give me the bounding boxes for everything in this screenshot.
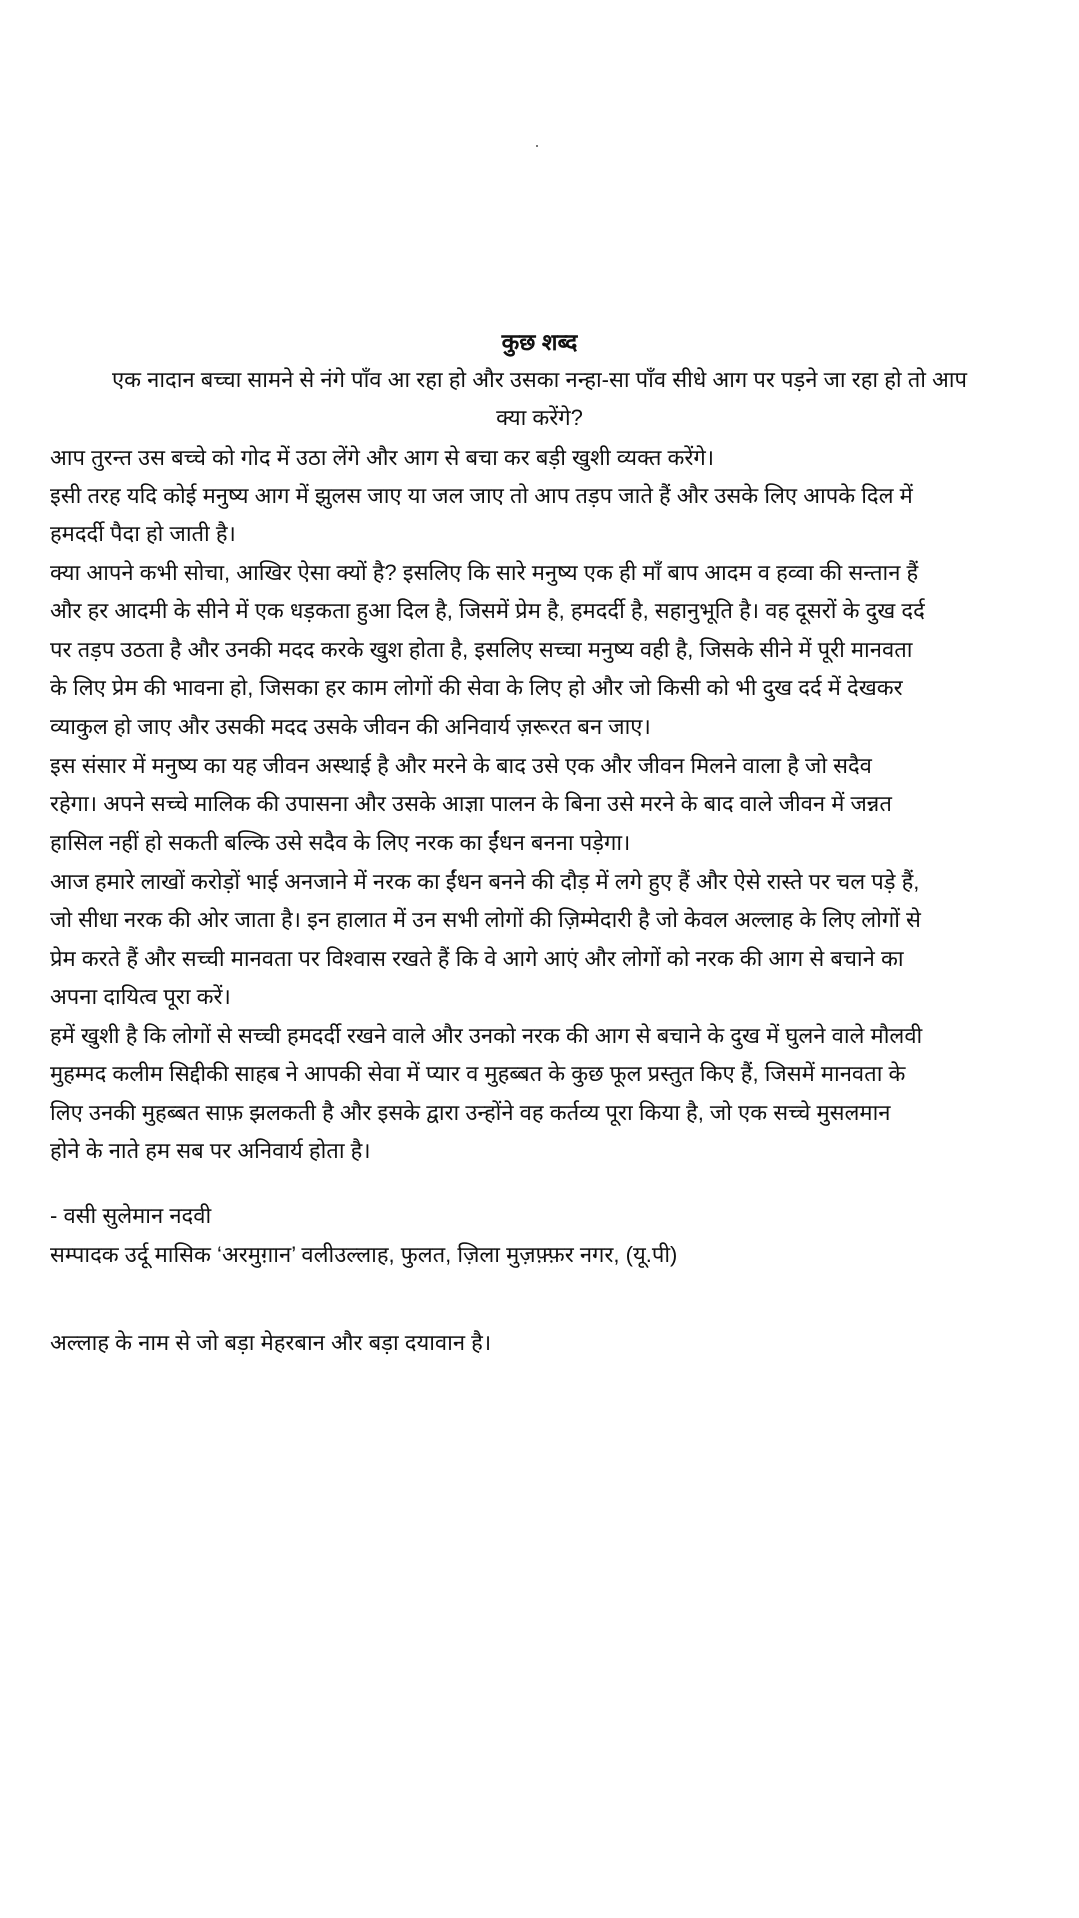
text-line: के लिए प्रेम की भावना हो, जिसका हर काम लोगों की सेवा के लिए हो और जो किसी को भी दुख दर्द में देखकर: [50, 675, 903, 700]
text-line: रहेगा। अपने सच्चे मालिक की उपासना और उसके आज्ञा पालन के बिना उसे मरने के बाद वाले जीवन में जन्नत: [50, 791, 892, 816]
text-line: आप तुरन्त उस बच्चे को गोद में उठा लेंगे और आग से बचा कर बड़ी खुशी व्यक्त करेंगे।: [50, 445, 715, 470]
text-line: लिए उनकी मुहब्बत साफ़ झलकती है और इसके द्वारा उन्होंने वह कर्तव्य पूरा किया है, जो एक सच्चे मुसलमान: [50, 1100, 891, 1125]
text-line: मुहम्मद कलीम सिद्दीकी साहब ने आपकी सेवा में प्यार व मुहब्बत के कुछ फूल प्रस्तुत किए हैं, जिसमें मानवता के: [50, 1061, 906, 1086]
text-line: इस संसार में मनुष्य का यह जीवन अस्थाई है और मरने के बाद उसे एक और जीवन मिलने वाला है जो सदैव: [50, 753, 872, 778]
signature-role: सम्पादक उर्दू मासिक ‘अरमुग़ान’ वलीउल्लाह, फुलत, ज़िला मुज़फ़्फ़र नगर, (यू.पी): [50, 1242, 678, 1267]
text-line: क्या करेंगे?: [496, 405, 583, 430]
text-line: जो सीधा नरक की ओर जाता है। इन हालात में उन सभी लोगों की ज़िम्मेदारी है जो केवल अल्लाह के लिए लोगों से: [50, 907, 921, 932]
text-line: एक नादान बच्चा सामने से नंगे पाँव आ रहा हो और उसका नन्हा-सा पाँव सीधे आग पर पड़ने जा रहा हो तो आप: [111, 367, 968, 392]
stray-dot: [536, 145, 538, 147]
text-line: और हर आदमी के सीने में एक धड़कता हुआ दिल है, जिसमें प्रेम है, हमदर्दी है, सहानुभूति है। वह दूसरों के दुख दर्द: [50, 598, 925, 623]
text-line: अपना दायित्व पूरा करें।: [50, 984, 231, 1009]
text-line: होने के नाते हम सब पर अनिवार्य होता है।: [50, 1138, 371, 1163]
text-line: हासिल नहीं हो सकती बल्कि उसे सदैव के लिए नरक का ईंधन बनना पड़ेगा।: [50, 830, 631, 855]
signature-name: - वसी सुलेमान नदवी: [50, 1203, 212, 1228]
text-line: हमदर्दी पैदा हो जाती है।: [50, 521, 236, 546]
text-line: आज हमारे लाखों करोड़ों भाई अनजाने में नरक का ईंधन बनने की दौड़ में लगे हुए हैं और ऐसे रास्ते पर चल पड़े हैं,: [50, 869, 920, 894]
text-line: प्रेम करते हैं और सच्ची मानवता पर विश्वास रखते हैं कि वे आगे आएं और लोगों को नरक की आग से बचाने का: [50, 946, 904, 971]
closing-line: अल्लाह के नाम से जो बड़ा मेहरबान और बड़ा दयावान है।: [50, 1330, 492, 1355]
text-line: पर तड़प उठता है और उनकी मदद करके खुश होता है, इसलिए सच्चा मनुष्य वही है, जिसके सीने में पूरी मानवता: [50, 637, 913, 662]
page-title: कुछ शब्द: [501, 329, 578, 355]
text-line: क्या आपने कभी सोचा, आखिर ऐसा क्यों है? इसलिए कि सारे मनुष्य एक ही माँ बाप आदम व हव्वा की सन्तान हैं: [50, 560, 919, 585]
text-line: व्याकुल हो जाए और उसकी मदद उसके जीवन की अनिवार्य ज़रूरत बन जाए।: [50, 714, 651, 739]
text-line: हमें खुशी है कि लोगों से सच्ची हमदर्दी रखने वाले और उनको नरक की आग से बचाने के दुख में घुलने वाले मौलवी: [50, 1023, 923, 1048]
text-line: इसी तरह यदि कोई मनुष्य आग में झुलस जाए या जल जाए तो आप तड़प जाते हैं और उसके लिए आपके दिल में: [50, 483, 913, 508]
